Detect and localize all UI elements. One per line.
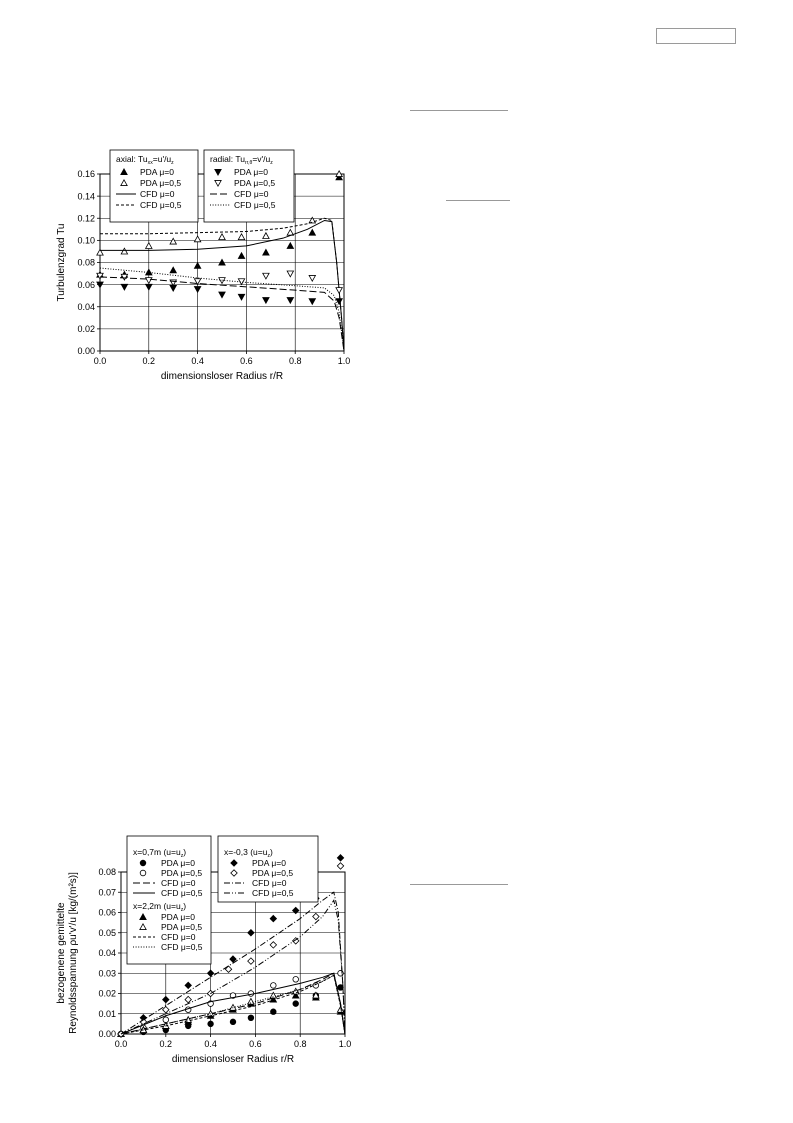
y-tick-label: 0.00 — [98, 1029, 116, 1040]
data-point — [170, 267, 176, 273]
x-tick-label: 0.6 — [249, 1039, 262, 1049]
data-point — [271, 1009, 277, 1015]
data-point — [185, 996, 191, 1002]
x-axis-label: dimensionsloser Radius r/R — [171, 1054, 295, 1065]
legend-title: x=-0,3 $(u=u_z)$ — [224, 847, 273, 859]
legend-label: CFD μ=0 — [234, 189, 269, 199]
data-point — [219, 259, 225, 265]
series-line — [100, 220, 344, 351]
data-point — [293, 977, 299, 983]
data-point — [263, 233, 269, 239]
legend-label: PDA μ=0,5 — [140, 178, 182, 188]
data-point — [270, 915, 276, 921]
legend-marker — [140, 860, 146, 866]
legend-label: PDA μ=0,5 — [252, 868, 294, 878]
data-point — [194, 263, 200, 269]
y-axis-label: Reynoldsspannung ρu'v'/u [kg/(m²s)] — [68, 872, 79, 1034]
series-line — [100, 277, 344, 351]
data-point — [121, 284, 127, 290]
legend-label: PDA μ=0 — [140, 167, 174, 177]
y-tick-label: 0.05 — [98, 927, 116, 938]
legend-label: PDA μ=0 — [161, 858, 195, 868]
legend-label: CFD μ=0 — [161, 932, 196, 942]
data-point — [146, 284, 152, 290]
y-tick-label: 0.00 — [77, 346, 95, 357]
legend-label: PDA μ=0,5 — [161, 922, 203, 932]
y-tick-label: 0.16 — [77, 169, 95, 180]
data-point — [163, 1007, 169, 1013]
data-point — [287, 243, 293, 249]
data-point — [309, 299, 315, 305]
legend-label: CFD μ=0 — [140, 189, 175, 199]
data-point — [337, 1007, 343, 1013]
y-tick-label: 0.08 — [77, 257, 95, 268]
data-point — [287, 271, 293, 277]
legend-title: radial: $Tu_{rr,\theta}=v'/u_z$ — [210, 154, 273, 166]
y-tick-label: 0.07 — [98, 887, 116, 898]
data-point — [121, 248, 127, 254]
legend-label: PDA μ=0 — [161, 912, 195, 922]
legend-label: CFD μ=0,5 — [161, 888, 203, 898]
data-point — [238, 294, 244, 300]
legend-label: PDA μ=0 — [234, 167, 268, 177]
legend-marker — [140, 870, 146, 876]
x-tick-label: 0.2 — [142, 356, 156, 366]
data-point — [207, 970, 213, 976]
legend-label: CFD μ=0 — [161, 878, 196, 888]
legend-label: CFD μ=0,5 — [252, 888, 294, 898]
x-axis-label: dimensionsloser Radius r/R — [160, 371, 284, 382]
data-point — [146, 243, 152, 249]
data-point — [170, 238, 176, 244]
y-tick-label: 0.06 — [98, 907, 116, 918]
x-tick-label: 0.8 — [288, 356, 302, 366]
x-tick-label: 0.4 — [204, 1039, 217, 1049]
data-point — [219, 292, 225, 298]
x-tick-label: 1.0 — [337, 356, 351, 366]
series-line — [100, 268, 344, 351]
data-point — [336, 299, 342, 305]
y-axis-label: bezogenene gemittelte — [56, 902, 67, 1004]
data-point — [238, 234, 244, 240]
y-tick-label: 0.08 — [98, 867, 116, 878]
data-point — [238, 253, 244, 259]
data-point — [248, 1015, 254, 1021]
legend-label: CFD μ=0,5 — [140, 200, 182, 210]
data-point — [337, 855, 343, 861]
y-tick-label: 0.03 — [98, 968, 116, 979]
data-point — [248, 958, 254, 964]
data-point — [248, 930, 254, 936]
data-point — [238, 279, 244, 285]
data-point — [185, 982, 191, 988]
y-tick-label: 0.02 — [98, 988, 116, 999]
data-point — [313, 913, 319, 919]
x-tick-label: 0.2 — [159, 1039, 173, 1049]
data-point — [146, 269, 152, 275]
x-tick-label: 1.0 — [338, 1039, 352, 1049]
data-point — [336, 288, 342, 294]
y-tick-label: 0.12 — [77, 213, 95, 224]
data-point — [287, 298, 293, 304]
legend-label: PDA μ=0,5 — [234, 178, 276, 188]
legend-label: CFD μ=0 — [252, 878, 287, 888]
data-point — [293, 1001, 299, 1007]
x-tick-label: 0.8 — [293, 1039, 307, 1049]
y-tick-label: 0.04 — [98, 948, 116, 959]
data-point — [230, 1019, 236, 1025]
legend-title: axial: $Tu_{xx}=u'/u_z$ — [116, 154, 174, 166]
data-point — [208, 1021, 214, 1027]
data-point — [263, 273, 269, 279]
y-tick-label: 0.06 — [77, 279, 95, 290]
y-axis-label: Turbulenzgrad Tu — [56, 223, 67, 302]
legend-label: PDA μ=0,5 — [161, 868, 203, 878]
legend-label: PDA μ=0 — [252, 858, 286, 868]
data-point — [194, 236, 200, 242]
data-point — [263, 249, 269, 255]
y-tick-label: 0.04 — [77, 301, 95, 312]
x-tick-label: 0.0 — [114, 1039, 128, 1049]
data-point — [263, 298, 269, 304]
y-tick-label: 0.02 — [77, 324, 95, 335]
y-tick-label: 0.10 — [77, 235, 95, 246]
data-point — [309, 275, 315, 281]
data-point — [194, 286, 200, 292]
x-tick-label: 0.4 — [191, 356, 204, 366]
data-point — [271, 983, 277, 989]
y-tick-label: 0.14 — [77, 191, 95, 202]
data-point — [163, 996, 169, 1002]
data-point — [219, 234, 225, 240]
legend-title: x=2,2m $(u=u_z)$ — [133, 901, 187, 913]
legend-label: CFD μ=0,5 — [234, 200, 276, 210]
legend-label: CFD μ=0,5 — [161, 942, 203, 952]
data-point — [270, 942, 276, 948]
y-tick-label: 0.01 — [98, 1008, 116, 1019]
data-point — [337, 863, 343, 869]
x-tick-label: 0.0 — [93, 356, 107, 366]
data-point — [309, 229, 315, 235]
x-tick-label: 0.6 — [240, 356, 253, 366]
data-point — [163, 1017, 169, 1023]
legend-title: x=0,7m $(u=u_z)$ — [133, 847, 187, 859]
